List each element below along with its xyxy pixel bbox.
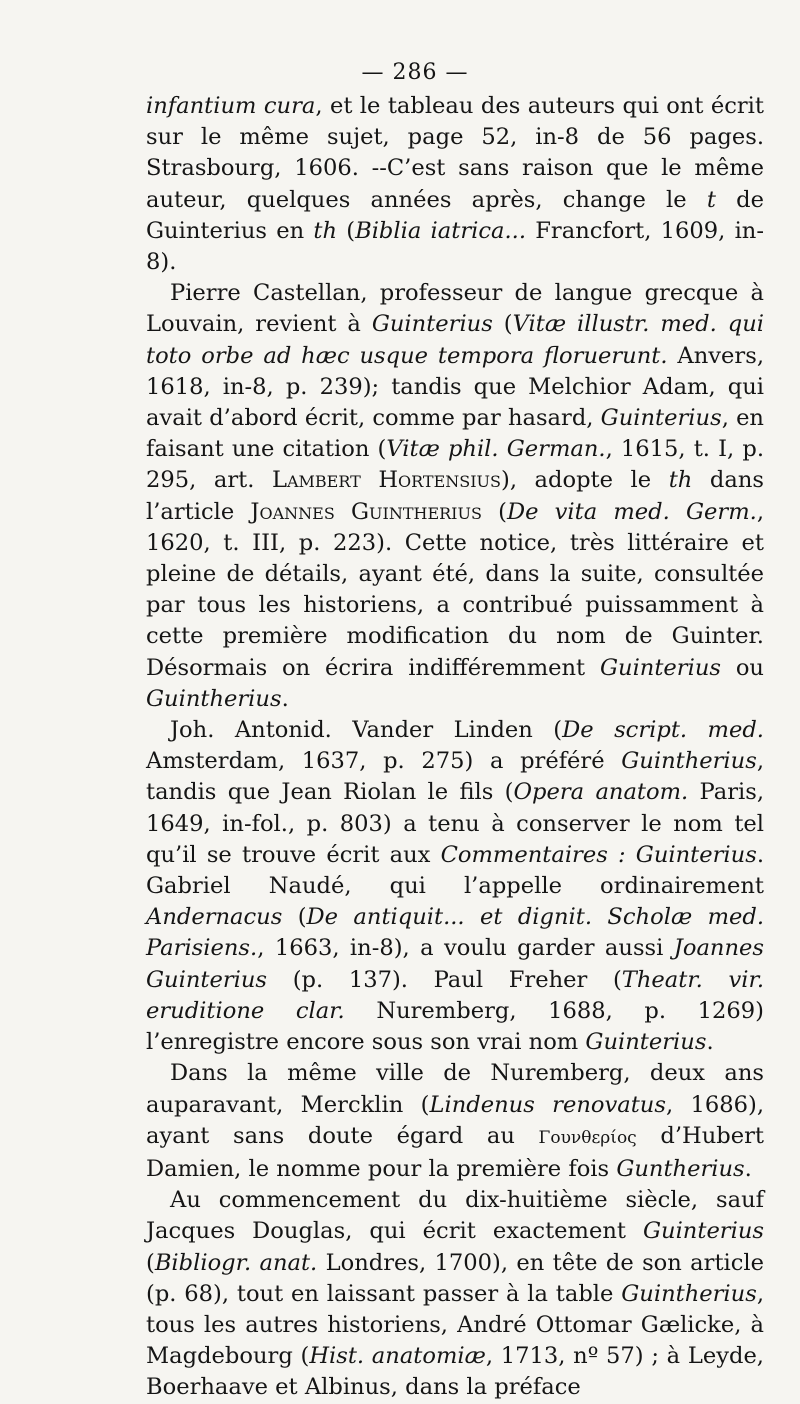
page-number: — 286 — — [361, 60, 469, 85]
text-run: dans l’article — [146, 467, 764, 525]
text-run: Nuremberg, 1688, p. 1269) l’enregistre encore sous son vrai nom — [146, 997, 764, 1056]
text-run: (p. 137). Paul Freher ( — [267, 966, 622, 993]
text-run: ), adopte le — [501, 467, 669, 494]
italic-text: De vita med. Germ. — [506, 498, 757, 525]
italic-text: Andernacus — [146, 904, 283, 931]
text-run: ( — [492, 311, 513, 338]
italic-text: Vitæ phil. German. — [386, 436, 606, 463]
italic-text: Guinterius — [642, 1218, 764, 1245]
text-run: . — [744, 1155, 752, 1182]
text-run: ( — [282, 904, 307, 931]
italic-text: Guinterius — [599, 654, 721, 681]
italic-text: Guinterius — [600, 405, 722, 432]
paragraph — [146, 91, 764, 278]
text-run: ou — [720, 654, 764, 681]
text-run: de Guinterius en — [146, 186, 764, 244]
greek-word: Γουνθερίος — [538, 1127, 637, 1148]
text-run: ( — [146, 1249, 155, 1276]
text-run: d’Hubert Damien, le nomme pour la première fois — [146, 1122, 764, 1182]
text-run: Londres, 1700), en tête de son article (p. 68), tout en laissant passer à la table — [146, 1249, 764, 1307]
italic-text: Guinterius — [371, 311, 493, 338]
italic-text: Guintherius — [621, 1280, 757, 1307]
text-run: Joh. Antonid. Vander Linden ( — [170, 717, 563, 744]
paragraph — [146, 278, 764, 715]
italic-text: infantium cura — [146, 93, 316, 119]
italic-text: Joannes Guinterius — [146, 935, 764, 993]
italic-text: Theatr. vir. eruditione clar. — [146, 966, 765, 1024]
italic-text: De antiquit... et dignit. Scholæ med. Parisiens. — [146, 904, 765, 962]
italic-text: Opera anatom. — [513, 779, 689, 806]
text-run: , tandis que Jean Riolan le fils ( — [146, 748, 764, 806]
italic-text: Guintherius — [146, 685, 282, 712]
italic-text: Biblia iatrica... — [355, 217, 527, 244]
italic-text: Bibliogr. anat. — [154, 1249, 318, 1276]
text-run: ( — [337, 217, 356, 244]
text-run: , 1686), ayant sans doute égard au — [146, 1091, 764, 1149]
paragraph — [146, 1185, 764, 1403]
text-run: Dans la même ville de Nuremberg, deux ans auparavant, Mercklin ( — [146, 1060, 764, 1118]
text-run: Pierre Castellan, professeur de langue grecque à Louvain, revient à — [146, 280, 764, 338]
italic-text: De script. med. — [562, 717, 764, 744]
text-run: Anvers, 1618, in-8, p. 239); tandis que Melchior Adam, qui avait d’abord écrit, comme par hasard, — [146, 342, 765, 432]
text-run: , 1663, in-8), a voulu garder aussi — [257, 935, 674, 962]
text-run: Francfort, 1609, in-8). — [146, 217, 764, 276]
italic-text: Commentaires : Guinterius — [440, 841, 757, 868]
text-run: ( — [481, 498, 507, 525]
italic-text: Guinterius — [585, 1029, 707, 1056]
small-caps-name: Lambert Hortensius — [271, 467, 501, 494]
text-run: . — [281, 685, 289, 712]
text-run: Amsterdam, 1637, p. 275) a préféré — [146, 748, 622, 775]
italic-text: Guintherius — [621, 748, 757, 775]
small-caps-name: Joannes Guintherius — [250, 498, 482, 525]
italic-text: th — [313, 217, 338, 244]
italic-text: th — [668, 467, 693, 494]
text-run: , 1713, nº 57) ; à Leyde, Boerhaave et Albinus, dans la préface — [146, 1343, 764, 1401]
italic-text: Guntherius — [616, 1155, 745, 1182]
paragraph — [146, 1058, 764, 1185]
paragraph — [146, 715, 764, 1058]
italic-text: Lindenus renovatus — [429, 1091, 666, 1118]
text-run: , 1620, t. III, p. 223). Cette notice, très littéraire et pleine de détails, ayant été, dans la suite, consultée par tous les historiens, a contribué puissamment à cette première modification du nom de Guinter. Désormais on écrira indifféremment — [146, 498, 764, 681]
italic-text: t — [706, 186, 716, 213]
text-run: , 1615, t. I, p. 295, art. — [146, 436, 764, 494]
text-run: . Gabriel Naudé, qui l’appelle ordinairement — [146, 841, 764, 900]
text-run: Paris, 1649, in-fol., p. 803) a tenu à conserver le nom tel qu’il se trouve écrit aux — [146, 779, 765, 868]
italic-text: Hist. anatomiæ — [309, 1343, 486, 1370]
text-run: Au commencement du dix-huitième siècle, sauf Jacques Douglas, qui écrit exactement — [146, 1187, 764, 1245]
text-run: , en faisant une citation ( — [146, 405, 764, 463]
text-run: . — [706, 1029, 714, 1056]
text-run: , tous les autres historiens, André Ottomar Gælicke, à Magdebourg ( — [146, 1280, 764, 1370]
text-run: , et le tableau des auteurs qui ont écrit sur le même sujet, page 52, in-8 de 56 pages. Strasbourg, 1606. --C’est sans raison que le même auteur, quelques années après, change le — [146, 93, 764, 213]
italic-text: Vitæ illustr. med. qui toto orbe ad hæc usque tempora floruerunt. — [146, 311, 764, 369]
body-text — [146, 91, 764, 1404]
